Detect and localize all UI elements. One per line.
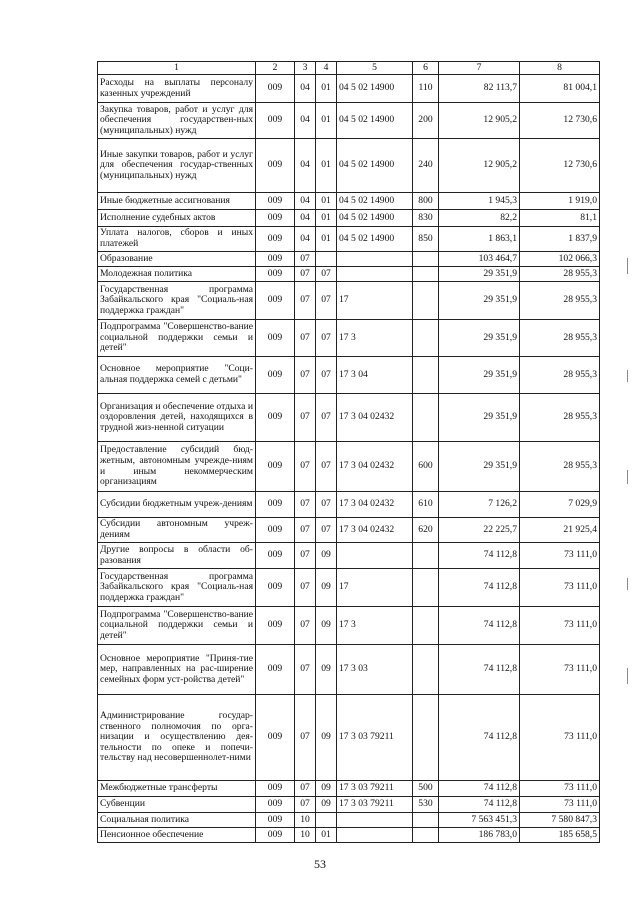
cell-admin-code: 009 [256,227,295,252]
cell-expense-type: 200 [413,103,439,139]
cell-expense-type [413,569,439,607]
cell-amount-year2: 28 955,3 [520,282,600,320]
cell-amount-year1: 74 112,8 [439,797,520,813]
cell-expense-type: 620 [413,518,439,543]
cell-admin-code: 009 [256,103,295,139]
cell-admin-code: 009 [256,442,295,492]
cell-admin-code: 009 [256,394,295,442]
cell-admin-code: 009 [256,695,295,781]
cell-amount-year1: 29 351,9 [439,357,520,394]
cell-amount-year2: 81 004,1 [520,75,600,103]
cell-subsection: 07 [316,518,337,543]
cell-amount-year2: 12 730,6 [520,103,600,139]
cell-name: Социальная политика [98,813,256,828]
cell-target-article [337,813,413,828]
cell-target-article: 17 3 04 02432 [337,492,413,518]
cell-amount-year1: 82,2 [439,210,520,227]
cell-subsection: 01 [316,103,337,139]
cell-target-article: 17 [337,569,413,607]
table-row [98,210,600,227]
cell-expense-type [413,813,439,828]
cell-subsection: 07 [316,442,337,492]
cell-target-article: 04 5 02 14900 [337,193,413,210]
cell-subsection: 01 [316,227,337,252]
table-body [98,75,600,843]
table-row [98,394,600,442]
table-row [98,103,600,139]
cell-amount-year1: 12 905,2 [439,103,520,139]
cell-target-article: 04 5 02 14900 [337,75,413,103]
cell-subsection [316,252,337,267]
cell-admin-code: 009 [256,193,295,210]
cell-section: 07 [295,781,316,797]
cell-section: 07 [295,645,316,695]
cell-name: Субсидии автономным учреж-дениям [98,518,256,543]
cell-subsection: 01 [316,210,337,227]
cell-amount-year1: 1 863,1 [439,227,520,252]
margin-mark [627,258,628,274]
cell-amount-year2: 73 111,0 [520,797,600,813]
cell-name: Расходы на выплаты персоналу казенных учреждений [98,75,256,103]
cell-subsection: 09 [316,607,337,645]
cell-admin-code: 009 [256,781,295,797]
cell-amount-year2: 21 925,4 [520,518,600,543]
cell-amount-year2: 102 066,3 [520,252,600,267]
cell-subsection: 07 [316,394,337,442]
cell-amount-year2: 28 955,3 [520,320,600,357]
cell-section: 10 [295,828,316,843]
cell-admin-code: 009 [256,357,295,394]
col-header-7: 7 [439,62,520,75]
cell-name: Предоставление субсидий бюд-жетным, автономным учрежде-ниям и иным некоммерческим организациям [98,442,256,492]
cell-name: Подпрограмма "Совершенство-вание социальной поддержки семьи и детей" [98,607,256,645]
cell-name: Исполнение судебных актов [98,210,256,227]
cell-name: Субсидии бюджетным учреж-дениям [98,492,256,518]
cell-amount-year2: 28 955,3 [520,357,600,394]
cell-name: Государственная программа Забайкальского края "Социаль-ная поддержка граждан" [98,569,256,607]
cell-amount-year1: 1 945,3 [439,193,520,210]
table-row [98,781,600,797]
cell-amount-year1: 74 112,8 [439,695,520,781]
cell-target-article: 17 [337,282,413,320]
table-row [98,797,600,813]
cell-admin-code: 009 [256,518,295,543]
cell-amount-year2: 28 955,3 [520,267,600,282]
cell-section: 07 [295,797,316,813]
cell-amount-year2: 73 111,0 [520,543,600,569]
cell-amount-year1: 29 351,9 [439,320,520,357]
cell-amount-year1: 74 112,8 [439,607,520,645]
margin-mark [627,668,628,684]
cell-section: 07 [295,394,316,442]
cell-name: Основное мероприятие "Приня-тие мер, направленных на рас-ширение семейных форм уст-ройства детей" [98,645,256,695]
col-header-4: 4 [316,62,337,75]
cell-target-article: 04 5 02 14900 [337,103,413,139]
cell-amount-year2: 28 955,3 [520,442,600,492]
cell-admin-code: 009 [256,267,295,282]
cell-target-article: 17 3 04 02432 [337,394,413,442]
cell-amount-year1: 7 563 451,3 [439,813,520,828]
cell-expense-type [413,607,439,645]
cell-subsection: 07 [316,492,337,518]
cell-subsection: 07 [316,282,337,320]
cell-amount-year1: 29 351,9 [439,282,520,320]
cell-amount-year2: 1 837,9 [520,227,600,252]
cell-amount-year1: 22 225,7 [439,518,520,543]
cell-subsection: 09 [316,645,337,695]
cell-expense-type [413,828,439,843]
cell-expense-type [413,357,439,394]
margin-mark [627,370,628,382]
cell-admin-code: 009 [256,645,295,695]
cell-amount-year1: 74 112,8 [439,543,520,569]
cell-section: 04 [295,227,316,252]
cell-amount-year1: 7 126,2 [439,492,520,518]
cell-target-article [337,267,413,282]
cell-admin-code: 009 [256,813,295,828]
col-header-8: 8 [520,62,600,75]
cell-target-article: 17 3 04 [337,357,413,394]
table-row [98,193,600,210]
cell-expense-type [413,252,439,267]
table-row [98,267,600,282]
cell-subsection: 01 [316,75,337,103]
cell-subsection [316,813,337,828]
table-row [98,607,600,645]
cell-subsection: 09 [316,695,337,781]
cell-admin-code: 009 [256,210,295,227]
cell-target-article: 04 5 02 14900 [337,139,413,193]
table-row [98,357,600,394]
cell-subsection: 09 [316,569,337,607]
cell-name: Межбюджетные трансферты [98,781,256,797]
cell-expense-type [413,267,439,282]
cell-amount-year1: 103 464,7 [439,252,520,267]
cell-amount-year2: 73 111,0 [520,607,600,645]
cell-admin-code: 009 [256,828,295,843]
table-row [98,543,600,569]
cell-admin-code: 009 [256,797,295,813]
col-header-2: 2 [256,62,295,75]
cell-amount-year2: 185 658,5 [520,828,600,843]
cell-subsection: 09 [316,797,337,813]
cell-amount-year1: 29 351,9 [439,394,520,442]
cell-expense-type: 240 [413,139,439,193]
budget-table [97,61,600,843]
cell-target-article [337,252,413,267]
col-header-1: 1 [98,62,256,75]
cell-target-article: 17 3 03 [337,645,413,695]
table-header-row [98,62,600,75]
cell-admin-code: 009 [256,282,295,320]
cell-target-article: 04 5 02 14900 [337,227,413,252]
cell-amount-year1: 12 905,2 [439,139,520,193]
cell-section: 07 [295,543,316,569]
cell-amount-year1: 82 113,7 [439,75,520,103]
cell-section: 07 [295,518,316,543]
cell-amount-year2: 7 029,9 [520,492,600,518]
cell-admin-code: 009 [256,252,295,267]
cell-section: 04 [295,193,316,210]
cell-subsection: 01 [316,828,337,843]
table-row [98,75,600,103]
cell-subsection: 07 [316,267,337,282]
cell-name: Государственная программа Забайкальского края "Социаль-ная поддержка граждан" [98,282,256,320]
table-row [98,252,600,267]
cell-admin-code: 009 [256,139,295,193]
cell-target-article: 17 3 [337,320,413,357]
cell-subsection: 07 [316,357,337,394]
margin-mark [627,578,628,590]
cell-target-article: 17 3 04 02432 [337,442,413,492]
cell-admin-code: 009 [256,492,295,518]
table-row [98,828,600,843]
cell-amount-year2: 12 730,6 [520,139,600,193]
col-header-5: 5 [337,62,413,75]
cell-expense-type: 610 [413,492,439,518]
cell-expense-type [413,695,439,781]
cell-target-article [337,543,413,569]
cell-target-article: 17 3 [337,607,413,645]
cell-amount-year2: 73 111,0 [520,695,600,781]
cell-section: 07 [295,607,316,645]
cell-subsection: 09 [316,781,337,797]
cell-name: Основное мероприятие "Соци-альная поддержка семей с детьми" [98,357,256,394]
cell-subsection: 09 [316,543,337,569]
cell-subsection: 01 [316,139,337,193]
cell-expense-type: 600 [413,442,439,492]
cell-target-article: 04 5 02 14900 [337,210,413,227]
col-header-3: 3 [295,62,316,75]
cell-name: Молодежная политика [98,267,256,282]
cell-admin-code: 009 [256,607,295,645]
cell-expense-type [413,543,439,569]
cell-section: 07 [295,357,316,394]
cell-amount-year1: 74 112,8 [439,645,520,695]
table-row [98,492,600,518]
cell-amount-year1: 29 351,9 [439,267,520,282]
cell-target-article: 17 3 03 79211 [337,695,413,781]
cell-name: Образование [98,252,256,267]
cell-target-article: 17 3 04 02432 [337,518,413,543]
cell-amount-year2: 81,1 [520,210,600,227]
cell-name: Другие вопросы в области об-разования [98,543,256,569]
cell-amount-year1: 74 112,8 [439,569,520,607]
cell-amount-year2: 73 111,0 [520,645,600,695]
cell-admin-code: 009 [256,320,295,357]
cell-name: Организация и обеспечение отдыха и оздоровления детей, находящихся в трудной жиз-ненной ситуации [98,394,256,442]
cell-amount-year1: 74 112,8 [439,781,520,797]
cell-expense-type: 500 [413,781,439,797]
cell-amount-year2: 73 111,0 [520,781,600,797]
cell-admin-code: 009 [256,75,295,103]
cell-target-article: 17 3 03 79211 [337,797,413,813]
cell-section: 07 [295,442,316,492]
table-row [98,320,600,357]
cell-amount-year2: 1 919,0 [520,193,600,210]
cell-name: Администрирование государ-ственного полномочия по орга-низации и осуществлению дея-тельности по опеке и попечи-тельству над несовершеннолет-ними [98,695,256,781]
cell-target-article: 17 3 03 79211 [337,781,413,797]
cell-section: 10 [295,813,316,828]
cell-section: 07 [295,492,316,518]
col-header-6: 6 [413,62,439,75]
cell-expense-type: 110 [413,75,439,103]
table-row [98,139,600,193]
cell-expense-type [413,394,439,442]
cell-name: Пенсионное обеспечение [98,828,256,843]
cell-amount-year2: 28 955,3 [520,394,600,442]
cell-amount-year1: 29 351,9 [439,442,520,492]
cell-section: 04 [295,210,316,227]
cell-subsection: 07 [316,320,337,357]
cell-admin-code: 009 [256,569,295,607]
cell-amount-year2: 73 111,0 [520,569,600,607]
cell-section: 07 [295,252,316,267]
cell-section: 04 [295,75,316,103]
cell-name: Подпрограмма "Совершенство-вание социальной поддержки семьи и детей" [98,320,256,357]
cell-subsection: 01 [316,193,337,210]
cell-name: Закупка товаров, работ и услуг для обеспечения государствен-ных (муниципальных) нужд [98,103,256,139]
cell-expense-type [413,320,439,357]
cell-expense-type: 530 [413,797,439,813]
cell-section: 07 [295,695,316,781]
cell-name: Уплата налогов, сборов и иных платежей [98,227,256,252]
cell-section: 04 [295,103,316,139]
table-row [98,695,600,781]
table-row [98,282,600,320]
table-row [98,569,600,607]
cell-section: 07 [295,267,316,282]
cell-expense-type: 800 [413,193,439,210]
cell-expense-type [413,645,439,695]
cell-amount-year2: 7 580 847,3 [520,813,600,828]
cell-section: 07 [295,569,316,607]
cell-name: Субвенции [98,797,256,813]
cell-name: Иные закупки товаров, работ и услуг для обеспечения государ-ственных (муниципальных) нужд [98,139,256,193]
table-row [98,813,600,828]
cell-expense-type: 850 [413,227,439,252]
cell-section: 07 [295,282,316,320]
margin-mark [627,470,628,484]
table-row [98,645,600,695]
cell-section: 07 [295,320,316,357]
cell-expense-type [413,282,439,320]
table-row [98,518,600,543]
table-row [98,442,600,492]
table-row [98,227,600,252]
cell-target-article [337,828,413,843]
cell-expense-type: 830 [413,210,439,227]
cell-amount-year1: 186 783,0 [439,828,520,843]
page-number: 53 [314,857,326,871]
cell-section: 04 [295,139,316,193]
cell-name: Иные бюджетные ассигнования [98,193,256,210]
cell-admin-code: 009 [256,543,295,569]
